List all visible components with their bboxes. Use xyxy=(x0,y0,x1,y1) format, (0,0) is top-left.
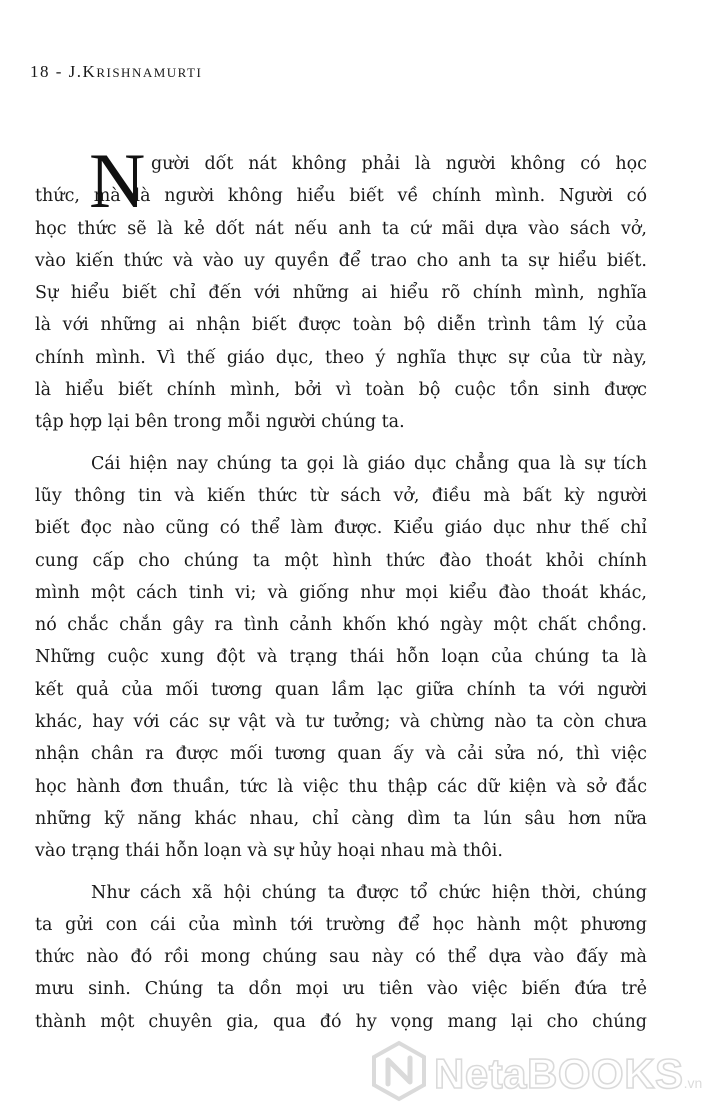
text-line: kết quả của mối tương quan lầm lạc giữa chính ta với người xyxy=(35,679,647,700)
text-line: thức, mà là người không hiểu biết về chính mình. Người có xyxy=(35,186,647,207)
paragraph-1 xyxy=(35,137,647,439)
netabooks-logo-icon xyxy=(368,1040,430,1102)
text-line: nó chắc chắn gây ra tình cảnh khốn khó ngày một chất chồng. xyxy=(35,615,647,636)
text-line: mình một cách tinh vi; và giống như mọi kiểu đào thoát khác, xyxy=(35,582,647,603)
paragraph-3 xyxy=(35,877,647,1038)
text-line: cung cấp cho chúng ta một hình thức đào thoát khỏi chính xyxy=(35,550,647,571)
text-line: học thức sẽ là kẻ dốt nát nếu anh ta cứ mãi dựa vào sách vở, xyxy=(35,218,647,239)
text-line: vào kiến thức và vào uy quyền để trao cho anh ta sự hiểu biết. xyxy=(35,250,647,271)
watermark-brand: NetaBOOKS xyxy=(434,1050,684,1097)
text-line: Như cách xã hội chúng ta được tổ chức hiện thời, chúng xyxy=(91,882,647,903)
author-initial: J. xyxy=(68,62,83,81)
watermark-text xyxy=(434,1050,702,1098)
netabooks-watermark xyxy=(368,1040,700,1110)
text-line: là hiểu biết chính mình, bởi vì toàn bộ cuộc tồn sinh được xyxy=(35,380,647,401)
page-number: 18 xyxy=(30,62,50,81)
watermark-suffix: .vn xyxy=(683,1075,702,1091)
text-line: biết đọc nào cũng có thể làm được. Kiểu giáo dục như thế chỉ xyxy=(35,518,647,539)
text-line: chính mình. Vì thế giáo dục, theo ý nghĩa thực sự của từ này, xyxy=(35,347,647,368)
page-body xyxy=(35,137,647,1038)
running-header xyxy=(30,62,202,82)
header-separator: - xyxy=(55,62,63,81)
drop-cap: N xyxy=(89,137,146,224)
text-line: Cái hiện nay chúng ta gọi là giáo dục chẳng qua là sự tích xyxy=(91,453,647,474)
text-line: vào trạng thái hỗn loạn và sự hủy hoại nhau mà thôi. xyxy=(35,841,503,862)
text-line: tập hợp lại bên trong mỗi người chúng ta. xyxy=(35,412,405,433)
text-line: thức nào đó rồi mong chúng sau này có thể dựa vào đấy mà xyxy=(35,947,647,968)
text-line: ta gửi con cái của mình tới trường để học hành một phương xyxy=(35,914,647,935)
text-line: là với những ai nhận biết được toàn bộ diễn trình tâm lý của xyxy=(35,315,647,336)
text-line: khác, hay với các sự vật và tư tưởng; và chừng nào ta còn chưa xyxy=(35,712,647,733)
text-line: mưu sinh. Chúng ta dồn mọi ưu tiên vào việc biến đứa trẻ xyxy=(35,979,647,1000)
text-line: thành một chuyên gia, qua đó hy vọng mang lại cho chúng xyxy=(35,1011,647,1032)
text-line: lũy thông tin và kiến thức từ sách vở, điều mà bất kỳ người xyxy=(35,485,647,506)
text-line: gười dốt nát không phải là người không có học xyxy=(151,154,647,174)
text-line: học hành đơn thuần, tức là việc thu thập các dữ kiện và sở đắc xyxy=(35,776,647,797)
author-name-rest: RISHNAMURTI xyxy=(96,65,203,80)
paragraph-2 xyxy=(35,448,647,868)
author-name-cap: K xyxy=(82,62,97,81)
text-line: Những cuộc xung đột và trạng thái hỗn loạn của chúng ta là xyxy=(35,647,647,668)
text-line: những kỹ năng khác nhau, chỉ càng dìm ta lún sâu hơn nữa xyxy=(35,808,647,829)
text-line: Sự hiểu biết chỉ đến với những ai hiểu rõ chính mình, nghĩa xyxy=(35,283,647,304)
text-line: nhận chân ra được mối tương quan ấy và cải sửa nó, thì việc xyxy=(35,744,647,765)
